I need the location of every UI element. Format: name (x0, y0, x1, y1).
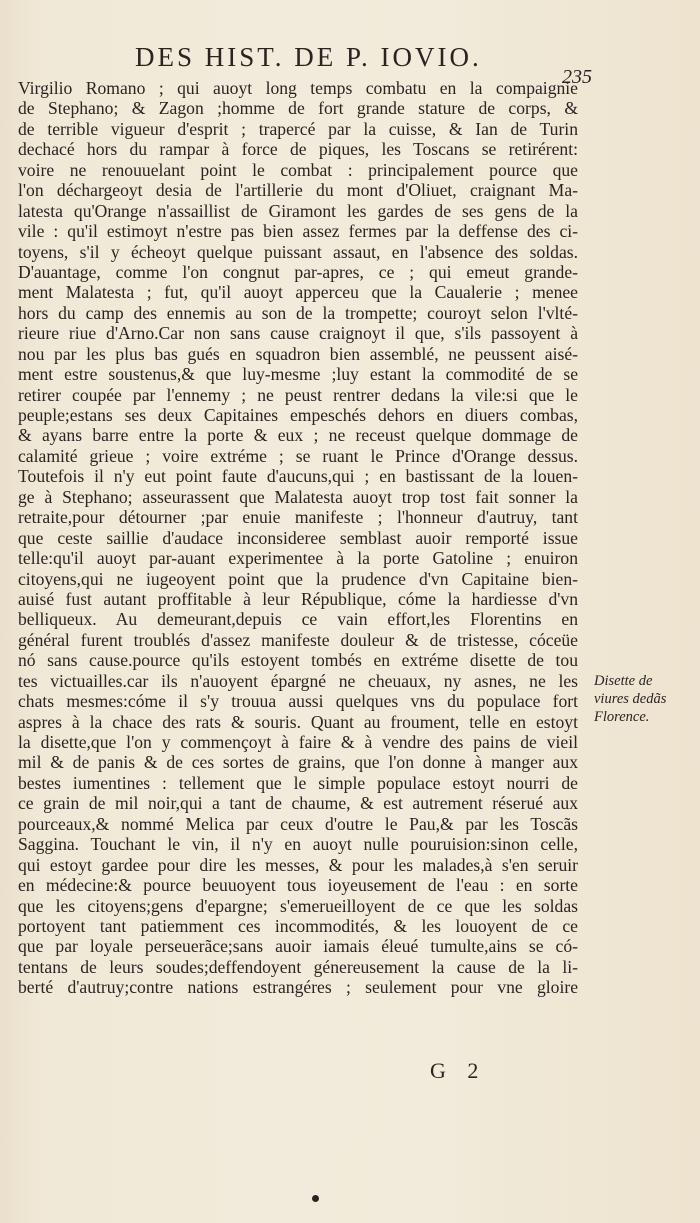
running-head: DES HIST. DE P. IOVIO. (135, 42, 482, 72)
text-line: voire ne renouuelant point le combat : principalement pource que (18, 159, 578, 180)
text-line: telle:qu'il auoyt par-auant experimentee à la porte Gatoline ; enuiron (18, 548, 578, 569)
text-line: berté d'autruy;contre nations estrangéres ; seulement pour vne gloire (18, 977, 578, 998)
text-line: ment estre soustenus,& que luy-mesme ;luy estant la commodité de se (18, 364, 578, 385)
margin-note-line: Disette de (594, 673, 653, 689)
text-line: aspres à la chace des rats & souris. Quant au froument, telle en estoyt (18, 711, 578, 732)
text-line: chats mesmes:cóme il s'y trouua aussi quelques vns du populace fort (18, 691, 578, 712)
text-line: D'auantage, comme l'on congnut par-apres, ce ; qui emeut grande- (18, 261, 578, 282)
margin-note-line: Florence. (594, 709, 650, 725)
printer-dot (312, 1195, 319, 1202)
text-line: dechacé hors du rampar à force de piques, les Toscans se retirérent: (18, 139, 578, 160)
text-line: Saggina. Touchant le vin, il n'y en auoyt nulle pouruision:sinon celle, (18, 834, 578, 855)
text-line: toyens, s'il y écheoyt quelque puissant assaut, en l'absence des soldas. (18, 241, 578, 262)
text-line: nó sans cause.pource qu'ils estoyent tombés en extréme disette de tou (18, 650, 578, 671)
text-line: latesta qu'Orange n'assaillist de Giramont les gardes de ses gens de la (18, 200, 578, 221)
page-number: 235 (562, 66, 592, 88)
text-line: tes victuailles.car ils n'auoyent épargné ne cheuaux, ny asnes, ne les (18, 670, 578, 691)
text-line: ce grain de mil noir,qui a tant de chaume, & est autrement réserué aux (18, 793, 578, 814)
text-line: de terrible vigueur d'esprit ; trapercé par la cuisse, & Ian de Turin (18, 118, 578, 139)
margin-note (594, 672, 698, 726)
text-line: l'on déchargeoyt desia de l'artillerie du mont d'Oliuet, craignant Ma- (18, 180, 578, 201)
text-line: ment Malatesta ; fut, qu'il auoyt apperceu que la Caualerie ; menee (18, 282, 578, 303)
text-line: nou par les plus bas gués en squadron bien assemblé, ne peussent aisé- (18, 343, 578, 364)
text-line: que les citoyens;gens d'epargne; s'emerueilloyent de ce que les soldas (18, 895, 578, 916)
text-line: rieure riue d'Arno.Car non sans cause craignoyt il que, s'ils passoyent à (18, 323, 578, 344)
text-line: peuple;estans ses deux Capitaines empeschés dehors en diuers combas, (18, 405, 578, 425)
text-line: que par loyale perseuerãce;sans auoir iamais éleué tumulte,ains se có- (18, 936, 578, 957)
text-line: tentans de leurs soudes;deffendoyent génereusement la cause de la li- (18, 956, 578, 977)
text-line: que ceste saillie d'audace inconsideree semblast auoir remporté issue (18, 527, 578, 548)
text-line: Toutefois il n'y eut point faute d'aucuns,qui ; en bastissant de la louen- (18, 466, 578, 487)
text-line: Virgilio Romano ; qui auoyt long temps combatu en la compaignie (18, 78, 578, 98)
body-text (18, 78, 578, 998)
text-line: pourceaux,& nommé Melica par ceux d'outre le Pau,& par les Toscãs (18, 813, 578, 834)
text-line: qui estoyt gardee pour dire les messes, & pour les malades,à s'en seruir (18, 854, 578, 875)
text-line: retraite,pour détourner ;par enuie manifeste ; l'honneur d'autruy, tant (18, 507, 578, 528)
text-line: retirer coupée par l'ennemy ; ne peust rentrer dedans la vile:si que le (18, 384, 578, 405)
text-line: de Stephano; & Zagon ;homme de fort grande stature de corps, & (18, 98, 578, 119)
text-line: belliqueux. Au demeurant,depuis ce vain effort,les Florentins en (18, 609, 578, 630)
text-line: bestes iumentines : tellement que le simple populace estoyt nourri de (18, 772, 578, 793)
text-line: & ayans barre entre la porte & eux ; ne receust quelque dommage de (18, 425, 578, 446)
text-line: hors du camp des ennemis au son de la trompette; couroyt selon l'vlté- (18, 302, 578, 323)
text-line: en médecine:& pource beuuoyent tous ioyeusement de l'eau : en sorte (18, 875, 578, 896)
text-line: mil & de panis & de ces sortes de grains, que l'on donne à manger aux (18, 752, 578, 773)
text-line: général furent troublés d'assez manifeste douleur & de tristesse, cóceüe (18, 629, 578, 650)
text-line: la disette,que l'on y commençoyt à faire & à vendre des pains de vieil (18, 732, 578, 752)
text-line: auisé fust autant proffitable à leur République, cóme la hardiesse d'vn (18, 588, 578, 609)
text-line: citoyens,qui ne iugeoyent point que la prudence d'vn Capitaine bien- (18, 568, 578, 589)
signature-mark: G 2 (430, 1058, 487, 1083)
text-line: calamité grieue ; voire extréme ; se ruant le Prince d'Orange dessus. (18, 445, 578, 466)
text-line: vile : qu'il estimoyt n'estre pas bien assez fermes par la deffense des ci- (18, 221, 578, 242)
margin-note-line: viures dedãs (594, 691, 667, 707)
text-line: portoyent tant patiemment ces incommodités, & les louoyent de ce (18, 915, 578, 936)
text-line: ge à Stephano; asseurassent que Malatesta auoyt trop tost fait sonner la (18, 486, 578, 507)
